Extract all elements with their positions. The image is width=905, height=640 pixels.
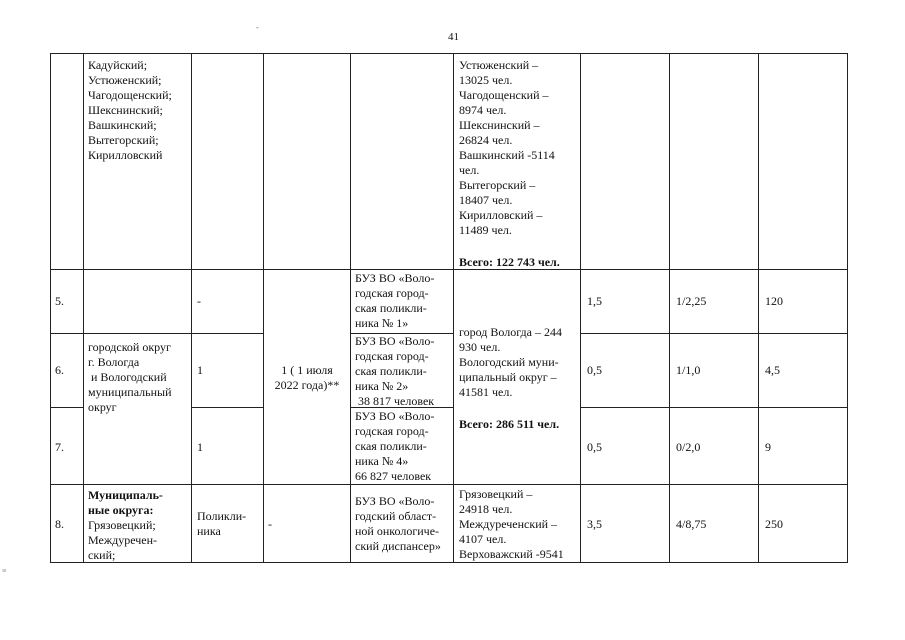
- institution-line: годская город-: [355, 424, 429, 438]
- institution-line: БУЗ ВО «Воло-: [355, 271, 435, 285]
- institution-line: ника № 4»: [355, 454, 409, 468]
- ratio-value: 1/1,0: [676, 363, 701, 377]
- population-line: Грязовецкий –: [459, 487, 533, 501]
- population-line: ципальный округ –: [459, 370, 557, 384]
- population-line: Чагодощенский –: [459, 88, 549, 102]
- population-line: 4107 чел.: [459, 532, 507, 546]
- institution-line: БУЗ ВО «Воло-: [355, 334, 435, 348]
- institution-line: ника № 2»: [355, 379, 409, 393]
- institution-name: [355, 334, 434, 409]
- column-divider: [669, 53, 670, 563]
- district-line: Устюженский;: [88, 73, 162, 87]
- population-line: Вытегорский –: [459, 178, 536, 192]
- row-divider: [580, 333, 848, 334]
- row-divider: [50, 333, 191, 334]
- population-list: [459, 487, 564, 562]
- population-line: 930 чел.: [459, 340, 501, 354]
- districts-list: [88, 58, 172, 163]
- row-divider: [191, 407, 263, 408]
- population-line: Шекснинский –: [459, 118, 540, 132]
- institution-line: ной онкологиче-: [355, 524, 440, 538]
- institution-name: [355, 271, 434, 331]
- rate-value: 0,5: [587, 363, 602, 377]
- municipal-districts: [88, 488, 163, 563]
- vologda-total: Всего: 286 511 чел.: [459, 417, 560, 431]
- district-line: Грязовецкий;: [88, 518, 156, 532]
- table-border-top: [50, 53, 848, 54]
- district-heading: ные округа:: [88, 503, 154, 517]
- district-line: Междуречен-: [88, 533, 158, 547]
- district-line: округ: [88, 400, 117, 414]
- district-line: муниципальный: [88, 385, 172, 399]
- institution-line: БУЗ ВО «Воло-: [355, 494, 435, 508]
- row-number: 7.: [55, 440, 64, 454]
- district-line: Чагодощенский;: [88, 88, 172, 102]
- column-divider: [191, 53, 192, 563]
- district-line: городской округ: [88, 340, 171, 354]
- population-line: Междуреченский –: [459, 517, 558, 531]
- institution-line: ская поликли-: [355, 301, 427, 315]
- district-heading: Муниципаль-: [88, 488, 163, 502]
- district-line: ский;: [88, 548, 116, 562]
- district-line: Вашкинский;: [88, 118, 157, 132]
- population-line: Вашкинский -5114: [459, 148, 555, 162]
- table-border-bottom: [50, 562, 848, 563]
- ratio-value: 0/2,0: [676, 440, 701, 454]
- district-line: Вытегорский;: [88, 133, 159, 147]
- population-line: 8974 чел.: [459, 103, 507, 117]
- institution-name: [355, 409, 434, 484]
- institution-line: ская поликли-: [355, 439, 427, 453]
- row-divider: [50, 269, 848, 270]
- vologda-district: [88, 340, 172, 415]
- district-line: и Вологодский: [88, 370, 167, 384]
- vologda-population: [459, 325, 562, 400]
- column-divider: [580, 53, 581, 563]
- institution-line: годский област-: [355, 509, 437, 523]
- institution-line: годская город-: [355, 286, 429, 300]
- population-line: 13025 чел.: [459, 73, 513, 87]
- date-line: 2022 года)**: [274, 378, 340, 392]
- ratio-value: 1/2,25: [676, 294, 707, 308]
- institution-line: 66 827 человек: [355, 469, 432, 483]
- institution-line: ский диспансер»: [355, 539, 441, 553]
- rate-value: 0,5: [587, 440, 602, 454]
- total-value: 9: [765, 440, 771, 454]
- population-line: город Вологда – 244: [459, 325, 562, 339]
- population-line: 11489 чел.: [459, 223, 512, 237]
- row-divider: [50, 407, 83, 408]
- opening-date: [268, 363, 346, 393]
- facility-line: ника: [197, 524, 221, 538]
- facility-type: [197, 509, 246, 539]
- top-mark: -: [256, 23, 259, 32]
- district-line: Шекснинский;: [88, 103, 163, 117]
- rate-value: 1,5: [587, 294, 602, 308]
- institution-name: [355, 494, 441, 554]
- column-divider: [50, 53, 51, 563]
- institution-line: ника № 1»: [355, 316, 409, 330]
- table-border-right: [847, 53, 848, 563]
- facility-line: Поликли-: [197, 509, 247, 523]
- row-divider: [580, 407, 848, 408]
- total-value: 4,5: [765, 363, 780, 377]
- row-number: 6.: [55, 363, 64, 377]
- row-number: 5.: [55, 294, 64, 308]
- district-line: г. Вологда: [88, 355, 140, 369]
- institution-line: 38 817 человек: [355, 394, 435, 408]
- count-value: 1: [197, 440, 203, 454]
- column-divider: [263, 53, 264, 563]
- institution-line: БУЗ ВО «Воло-: [355, 409, 435, 423]
- row-divider: [50, 484, 848, 485]
- opening-date: -: [268, 517, 272, 531]
- population-line: 24918 чел.: [459, 502, 513, 516]
- column-divider: [758, 53, 759, 563]
- population-line: 18407 чел.: [459, 193, 513, 207]
- district-line: Кирилловский: [88, 148, 163, 162]
- row-number: 8.: [55, 517, 64, 531]
- rate-value: 3,5: [587, 517, 602, 531]
- population-list: [459, 58, 555, 238]
- population-line: Верховажский -9541: [459, 547, 564, 561]
- population-line: чел.: [459, 163, 480, 177]
- page-number: 41: [448, 31, 459, 43]
- count-value: -: [197, 294, 201, 308]
- population-line: Устюженский –: [459, 58, 539, 72]
- column-divider: [350, 53, 351, 563]
- column-divider: [83, 53, 84, 563]
- population-total: Всего: 122 743 чел.: [459, 255, 560, 269]
- population-line: Кирилловский –: [459, 208, 543, 222]
- ratio-value: 4/8,75: [676, 517, 707, 531]
- total-value: 120: [765, 294, 783, 308]
- district-line: Кадуйский;: [88, 58, 148, 72]
- institution-line: ская поликли-: [355, 364, 427, 378]
- date-line: 1 ( 1 июля: [281, 363, 333, 377]
- institution-line: годская город-: [355, 349, 429, 363]
- row-divider: [191, 333, 263, 334]
- population-line: Вологодский муни-: [459, 355, 559, 369]
- population-line: 41581 чел.: [459, 385, 513, 399]
- column-divider: [453, 53, 454, 563]
- left-edge-mark: ≡: [2, 566, 7, 575]
- population-line: 26824 чел.: [459, 133, 513, 147]
- count-value: 1: [197, 363, 203, 377]
- total-value: 250: [765, 517, 783, 531]
